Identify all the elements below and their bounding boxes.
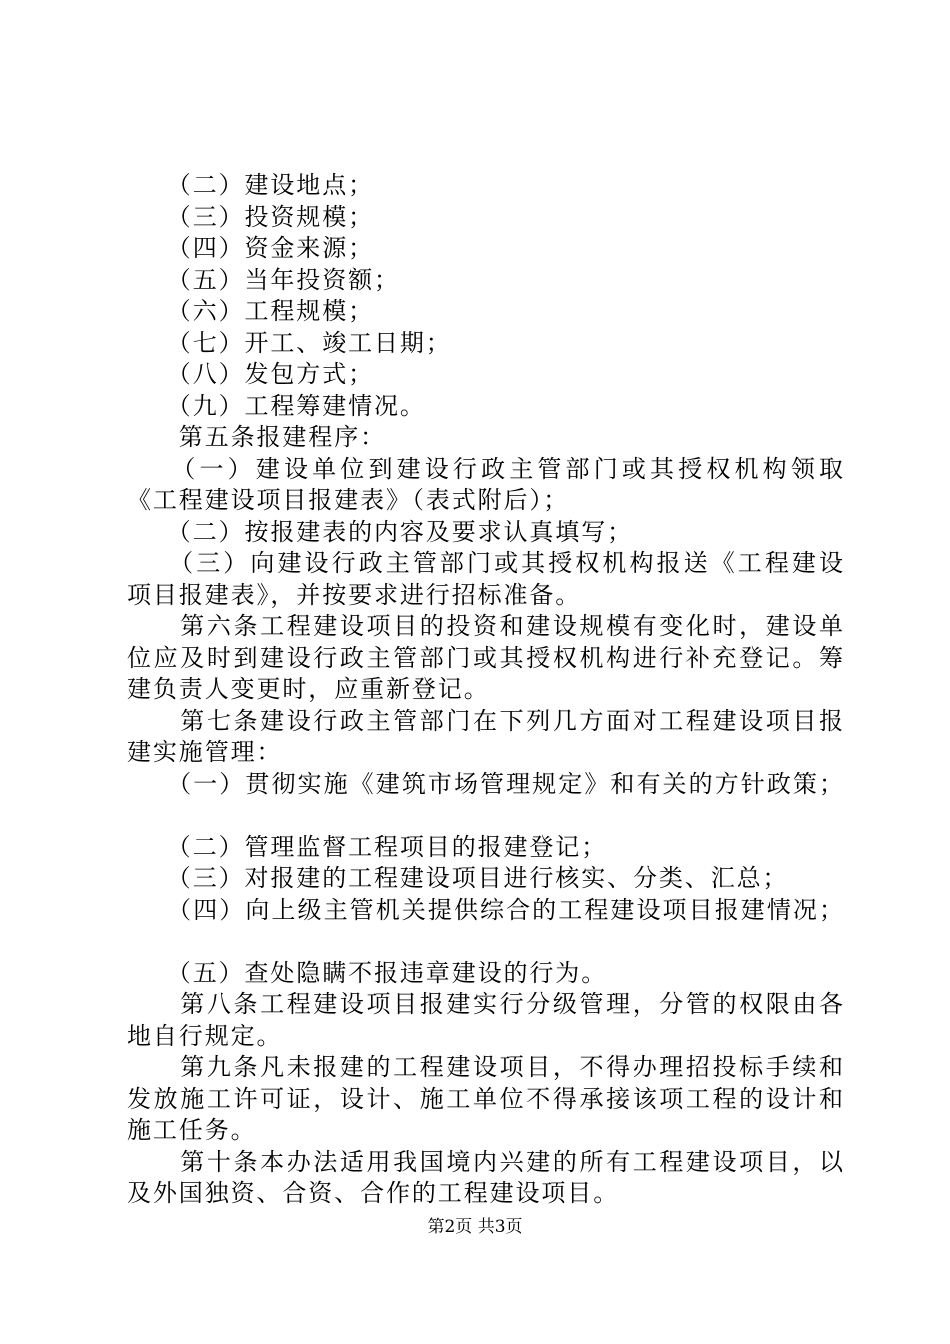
text-line: （二）建设地点； [127, 171, 374, 199]
text-line: 施工任务。 [127, 1116, 257, 1144]
text-line: 位应及时到建设行政主管部门或其授权机构进行补充登记。筹 [127, 643, 843, 672]
text-line: （八）发包方式； [127, 360, 374, 388]
text-line: 第九条凡未报建的工程建设项目，不得办理招投标手续和 [127, 1053, 843, 1081]
text-line: 第八条工程建设项目报建实行分级管理，分管的权限由各 [127, 990, 843, 1018]
text-line: 及外国独资、合资、合作的工程建设项目。 [127, 1179, 620, 1207]
text-line: 建负责人变更时，应重新登记。 [127, 675, 490, 703]
text-line: 地自行规定。 [127, 1021, 283, 1050]
text-line: （四）向上级主管机关提供综合的工程建设项目报建情况； [127, 895, 843, 924]
text-line: （一）贯彻实施《建筑市场管理规定》和有关的方针政策； [127, 769, 843, 798]
text-line: （三）对报建的工程建设项目进行核实、分类、汇总； [127, 864, 789, 892]
text-line: （七）开工、竣工日期； [127, 328, 452, 357]
page-number-label: 第2页 共3页 [427, 1217, 523, 1237]
text-line: （二）管理监督工程项目的报建登记； [127, 832, 608, 861]
text-line: 第六条工程建设项目的投资和建设规模有变化时，建设单 [127, 612, 843, 640]
text-line: （三）投资规模； [127, 202, 374, 231]
text-line: （九）工程筹建情况。 [127, 391, 426, 420]
text-line: （三）向建设行政主管部门或其授权机构报送《工程建设 [127, 549, 843, 577]
text-line: 第十条本办法适用我国境内兴建的所有工程建设项目，以 [127, 1147, 843, 1176]
text-line: （一）建设单位到建设行政主管部门或其授权机构领取 [127, 454, 843, 483]
text-line: 发放施工许可证，设计、施工单位不得承接该项工程的设计和 [127, 1084, 843, 1113]
text-line: 第五条报建程序： [127, 423, 386, 451]
text-line: （四）资金来源； [127, 234, 374, 262]
blank-line [127, 800, 843, 832]
text-line: （二）按报建表的内容及要求认真填写； [127, 517, 633, 546]
text-line: 建实施管理： [127, 738, 283, 766]
document-body [127, 170, 843, 1210]
text-line: 项目报建表》，并按要求进行招标准备。 [127, 580, 582, 609]
blank-line [127, 926, 843, 958]
text-line: （五）查处隐瞒不报违章建设的行为。 [127, 958, 608, 987]
text-line: 第七条建设行政主管部门在下列几方面对工程建设项目报 [127, 706, 843, 735]
page-footer [0, 1216, 950, 1238]
text-line: （六）工程规模； [127, 297, 374, 325]
text-line: 《工程建设项目报建表》（表式附后）； [127, 486, 570, 514]
text-line: （五）当年投资额； [127, 265, 400, 294]
